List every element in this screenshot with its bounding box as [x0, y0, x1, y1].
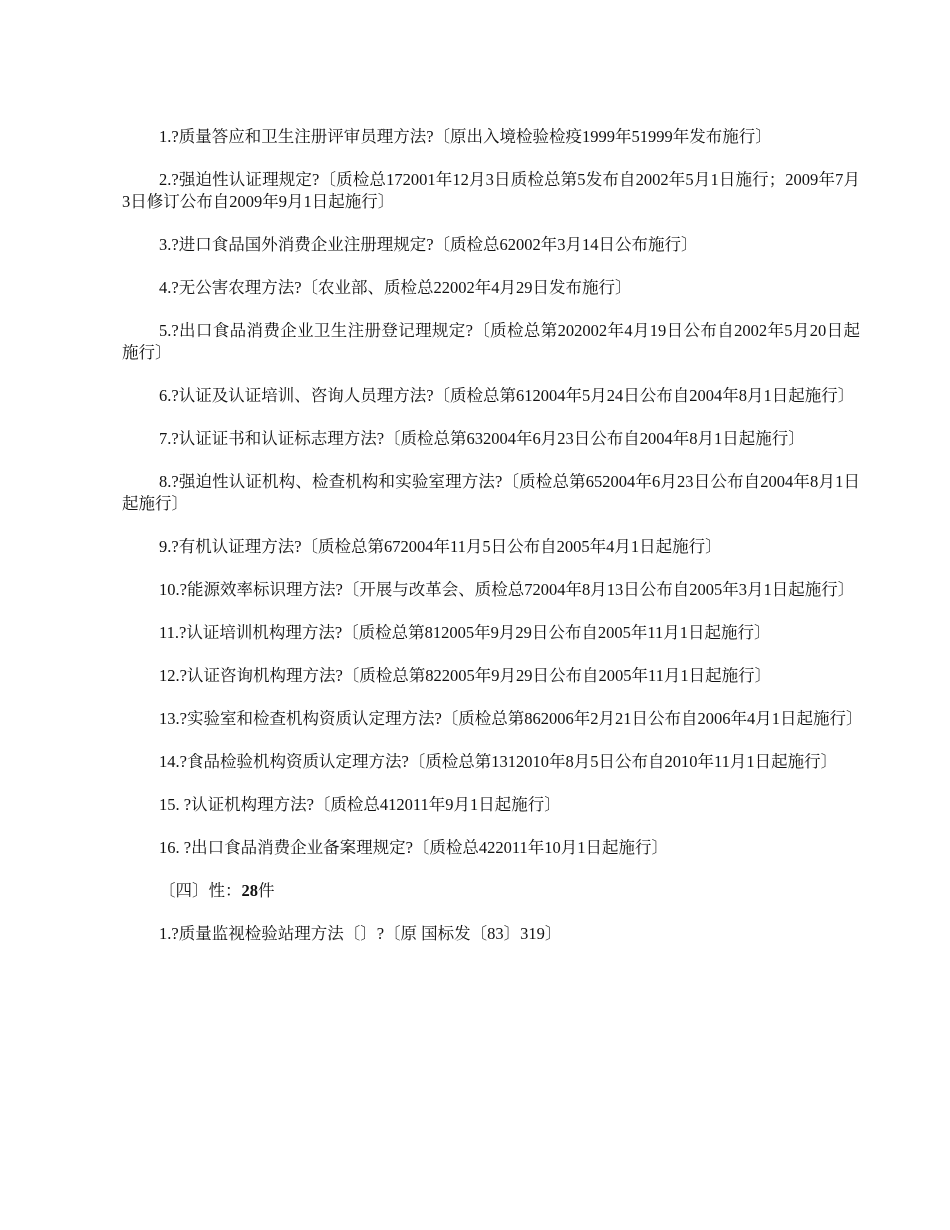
document-body	[122, 126, 863, 966]
list-item: 3.?进口食品国外消费企业注册理规定?〔质检总62002年3月14日公布施行〕	[159, 235, 698, 254]
section-prefix: 〔四〕性：	[159, 881, 242, 900]
list-item: 2.?强迫性认证理规定?〔质检总172001年12月3日质检总第5发布自2002年5月1日施行；2009年7月3日修订公布自2009年9月1日起施行〕	[122, 170, 860, 211]
list-item: 12.?认证咨询机构理方法?〔质检总第822005年9月29日公布自2005年11月1日起施行〕	[159, 666, 772, 685]
section-heading	[122, 880, 860, 902]
list-item: 6.?认证及认证培训、咨询人员理方法?〔质检总第612004年5月24日公布自2004年8月1日起施行〕	[159, 386, 855, 405]
section-count: 28	[241, 881, 258, 900]
list-item: 4.?无公害农理方法?〔农业部、质检总22002年4月29日发布施行〕	[159, 278, 632, 297]
list-item: 7.?认证证书和认证标志理方法?〔质检总第632004年6月23日公布自2004年8月1日起施行〕	[159, 429, 805, 448]
list-item: 10.?能源效率标识理方法?〔开展与改革会、质检总72004年8月13日公布自2005年3月1日起施行〕	[159, 580, 855, 599]
list-item: 1.?质量监视检验站理方法〔〕?〔原 国标发〔83〕319〕	[159, 924, 562, 943]
section-suffix: 件	[258, 881, 275, 900]
list-item: 13.?实验室和检查机构资质认定理方法?〔质检总第862006年2月21日公布自2006年4月1日起施行〕	[159, 709, 863, 728]
list-item: 14.?食品检验机构资质认定理方法?〔质检总第1312010年8月5日公布自2010年11月1日起施行〕	[159, 752, 838, 771]
list-item: 1.?质量答应和卫生注册评审员理方法?〔原出入境检验检疫1999年51999年发布施行〕	[159, 127, 772, 146]
list-item: 8.?强迫性认证机构、检查机构和实验室理方法?〔质检总第652004年6月23日公布自2004年8月1日起施行〕	[122, 472, 860, 513]
list-item: 5.?出口食品消费企业卫生注册登记理规定?〔质检总第202002年4月19日公布自2002年5月20日起施行〕	[122, 321, 860, 362]
list-item: 9.?有机认证理方法?〔质检总第672004年11月5日公布自2005年4月1日起施行〕	[159, 537, 722, 556]
list-item: 16. ?出口食品消费企业备案理规定?〔质检总422011年10月1日起施行〕	[159, 838, 669, 857]
list-item: 15. ?认证机构理方法?〔质检总412011年9月1日起施行〕	[159, 795, 561, 814]
list-item: 11.?认证培训机构理方法?〔质检总第812005年9月29日公布自2005年11月1日起施行〕	[159, 623, 771, 642]
